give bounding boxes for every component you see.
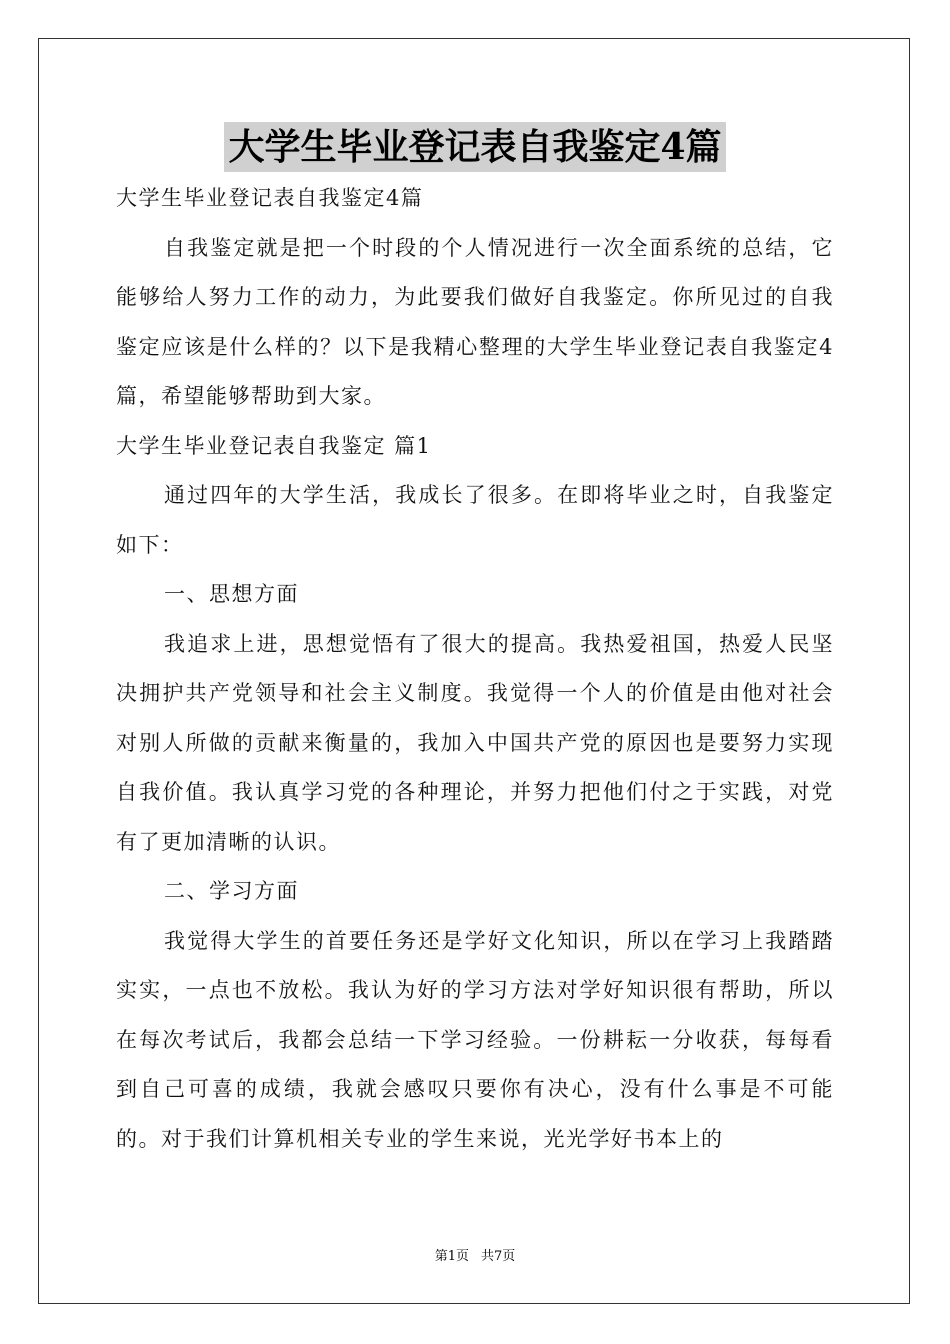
paragraph-heading-study: 二、学习方面	[164, 879, 299, 903]
paragraph: 通过四年的大学生活，我成长了很多。在即将毕业之时，自我鉴定如下：	[116, 483, 834, 557]
page-total: 共7页	[481, 1249, 516, 1264]
page-number: 第1页	[434, 1249, 469, 1264]
title-container	[0, 122, 950, 172]
paragraph: 我追求上进，思想觉悟有了很大的提高。我热爱祖国，热爱人民坚决拥护共产党领导和社会主义制度。我觉得一个人的价值是由他对社会对别人所做的贡献来衡量的，我加入中国共产党的原因也是要努力实现自我价值。我认真学习党的各种理论，并努力把他们付之于实践，对党有了更加清晰的认识。	[116, 631, 834, 854]
paragraph-heading-thought: 一、思想方面	[164, 582, 299, 606]
page-footer	[0, 1245, 950, 1264]
paragraph-subtitle: 大学生毕业登记表自我鉴定4篇	[116, 186, 424, 210]
document-body	[116, 174, 834, 1164]
paragraph-intro: 自我鉴定就是把一个时段的个人情况进行一次全面系统的总结，它能够给人努力工作的动力，为此要我们做好自我鉴定。你所见过的自我鉴定应该是什么样的？以下是我精心整理的大学生毕业登记表自我鉴定4篇，希望能够帮助到大家。	[116, 235, 834, 408]
document-title: 大学生毕业登记表自我鉴定4篇	[224, 122, 725, 172]
paragraph: 我觉得大学生的首要任务还是学好文化知识，所以在学习上我踏踏实实，一点也不放松。我认为好的学习方法对学好知识很有帮助，所以在每次考试后，我都会总结一下学习经验。一份耕耘一分收获，每每看到自己可喜的成绩，我就会感叹只要你有决心，没有什么事是不可能的。对于我们计算机相关专业的学生来说，光光学好书本上的	[116, 928, 834, 1151]
paragraph-section-heading: 大学生毕业登记表自我鉴定 篇1	[116, 433, 432, 458]
